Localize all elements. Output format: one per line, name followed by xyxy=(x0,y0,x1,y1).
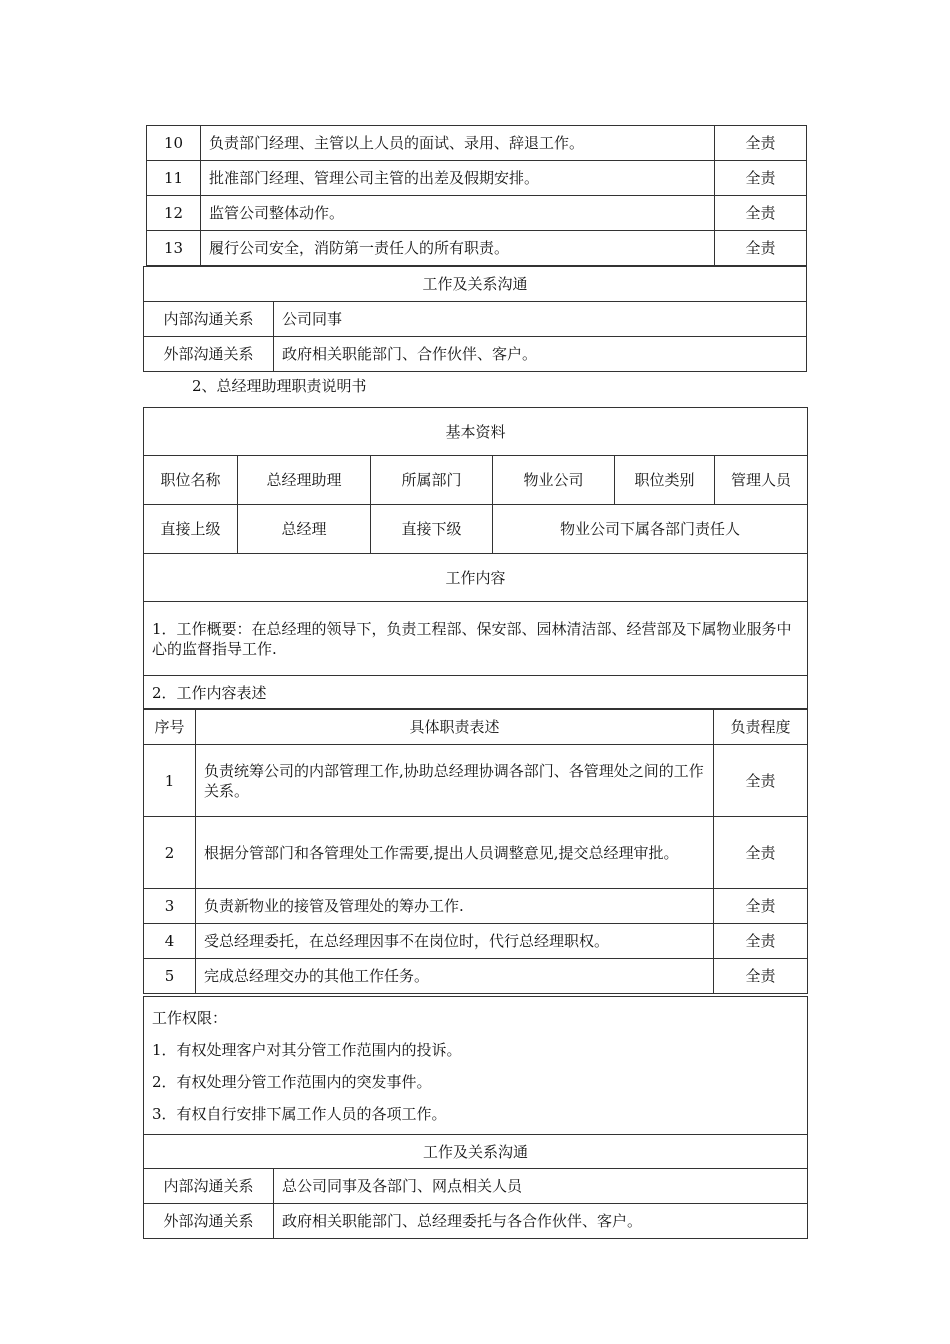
position-label: 职位名称 xyxy=(144,456,238,505)
category-value: 管理人员 xyxy=(715,456,808,505)
dept-label: 所属部门 xyxy=(371,456,493,505)
duty-level: 全责 xyxy=(715,126,807,161)
duty-description: 完成总经理交办的其他工作任务。 xyxy=(196,959,714,994)
superior-label: 直接上级 xyxy=(144,505,238,554)
duty-number: 11 xyxy=(147,161,201,196)
duty-level: 全责 xyxy=(714,817,808,889)
duties-table xyxy=(143,708,808,994)
subordinate-value: 物业公司下属各部门责任人 xyxy=(493,505,808,554)
table-row xyxy=(144,817,808,889)
duty-description: 负责统筹公司的内部管理工作,协助总经理协调各部门、各管理处之间的工作关系。 xyxy=(196,745,714,817)
section-heading: 2、总经理助理职责说明书 xyxy=(192,377,367,395)
permissions-title: 工作权限： xyxy=(152,1008,228,1027)
permission-item: 3．有权自行安排下属工作人员的各项工作。 xyxy=(152,1104,447,1123)
duty-number: 1 xyxy=(144,745,196,817)
duty-description: 受总经理委托，在总经理因事不在岗位时，代行总经理职权。 xyxy=(196,924,714,959)
external-comm-label: 外部沟通关系 xyxy=(144,337,274,372)
dept-value: 物业公司 xyxy=(493,456,615,505)
duty-number: 13 xyxy=(147,231,201,266)
section-title-content: 工作内容 xyxy=(144,554,808,602)
duty-description: 监管公司整体动作。 xyxy=(201,196,715,231)
category-label: 职位类别 xyxy=(615,456,715,505)
duty-description: 负责新物业的接管及管理处的筹办工作. xyxy=(196,889,714,924)
permissions-table xyxy=(143,996,808,1239)
section-title-communication: 工作及关系沟通 xyxy=(144,267,807,302)
work-overview: 1．工作概要：在总经理的领导下，负责工程部、保安部、园林清洁部、经营部及下属物业服务中心的监督指导工作. xyxy=(144,602,808,676)
permission-item: 1．有权处理客户对其分管工作范围内的投诉。 xyxy=(152,1040,462,1059)
duty-number: 10 xyxy=(147,126,201,161)
duty-number: 4 xyxy=(144,924,196,959)
table-row xyxy=(147,126,807,161)
duty-description: 负责部门经理、主管以上人员的面试、录用、辞退工作。 xyxy=(201,126,715,161)
duty-description: 批准部门经理、管理公司主管的出差及假期安排。 xyxy=(201,161,715,196)
duty-number: 2 xyxy=(144,817,196,889)
duty-level: 全责 xyxy=(715,231,807,266)
duty-number: 12 xyxy=(147,196,201,231)
duties-table-continued xyxy=(146,125,807,266)
duty-description: 根据分管部门和各管理处工作需要,提出人员调整意见,提交总经理审批。 xyxy=(196,817,714,889)
section-title-communication: 工作及关系沟通 xyxy=(144,1135,808,1169)
duty-number: 5 xyxy=(144,959,196,994)
table-row xyxy=(144,889,808,924)
col-header-desc: 具体职责表述 xyxy=(196,709,714,745)
table-row xyxy=(147,231,807,266)
permission-item: 2．有权处理分管工作范围内的突发事件。 xyxy=(152,1072,432,1091)
external-comm-value: 政府相关职能部门、总经理委托与各合作伙伴、客户。 xyxy=(274,1204,808,1239)
table-row xyxy=(147,196,807,231)
table-row xyxy=(144,959,808,994)
permissions-block xyxy=(144,997,808,1135)
duty-level: 全责 xyxy=(714,924,808,959)
internal-comm-value: 公司同事 xyxy=(274,302,807,337)
col-header-no: 序号 xyxy=(144,709,196,745)
table-row xyxy=(144,924,808,959)
internal-comm-value: 总公司同事及各部门、网点相关人员 xyxy=(274,1169,808,1204)
table-row xyxy=(144,745,808,817)
internal-comm-label: 内部沟通关系 xyxy=(144,1169,274,1204)
duty-level: 全责 xyxy=(714,745,808,817)
superior-value: 总经理 xyxy=(238,505,371,554)
section-title-basic: 基本资料 xyxy=(144,408,808,456)
basic-info-table xyxy=(143,407,808,710)
internal-comm-label: 内部沟通关系 xyxy=(144,302,274,337)
content-desc-title: 2．工作内容表述 xyxy=(144,676,808,710)
duty-level: 全责 xyxy=(714,889,808,924)
duty-level: 全责 xyxy=(714,959,808,994)
duty-number: 3 xyxy=(144,889,196,924)
subordinate-label: 直接下级 xyxy=(371,505,493,554)
duty-level: 全责 xyxy=(715,196,807,231)
table-row xyxy=(147,161,807,196)
communication-table-1 xyxy=(143,266,807,372)
duty-description: 履行公司安全，消防第一责任人的所有职责。 xyxy=(201,231,715,266)
position-value: 总经理助理 xyxy=(238,456,371,505)
duty-level: 全责 xyxy=(715,161,807,196)
external-comm-label: 外部沟通关系 xyxy=(144,1204,274,1239)
col-header-level: 负责程度 xyxy=(714,709,808,745)
external-comm-value: 政府相关职能部门、合作伙伴、客户。 xyxy=(274,337,807,372)
